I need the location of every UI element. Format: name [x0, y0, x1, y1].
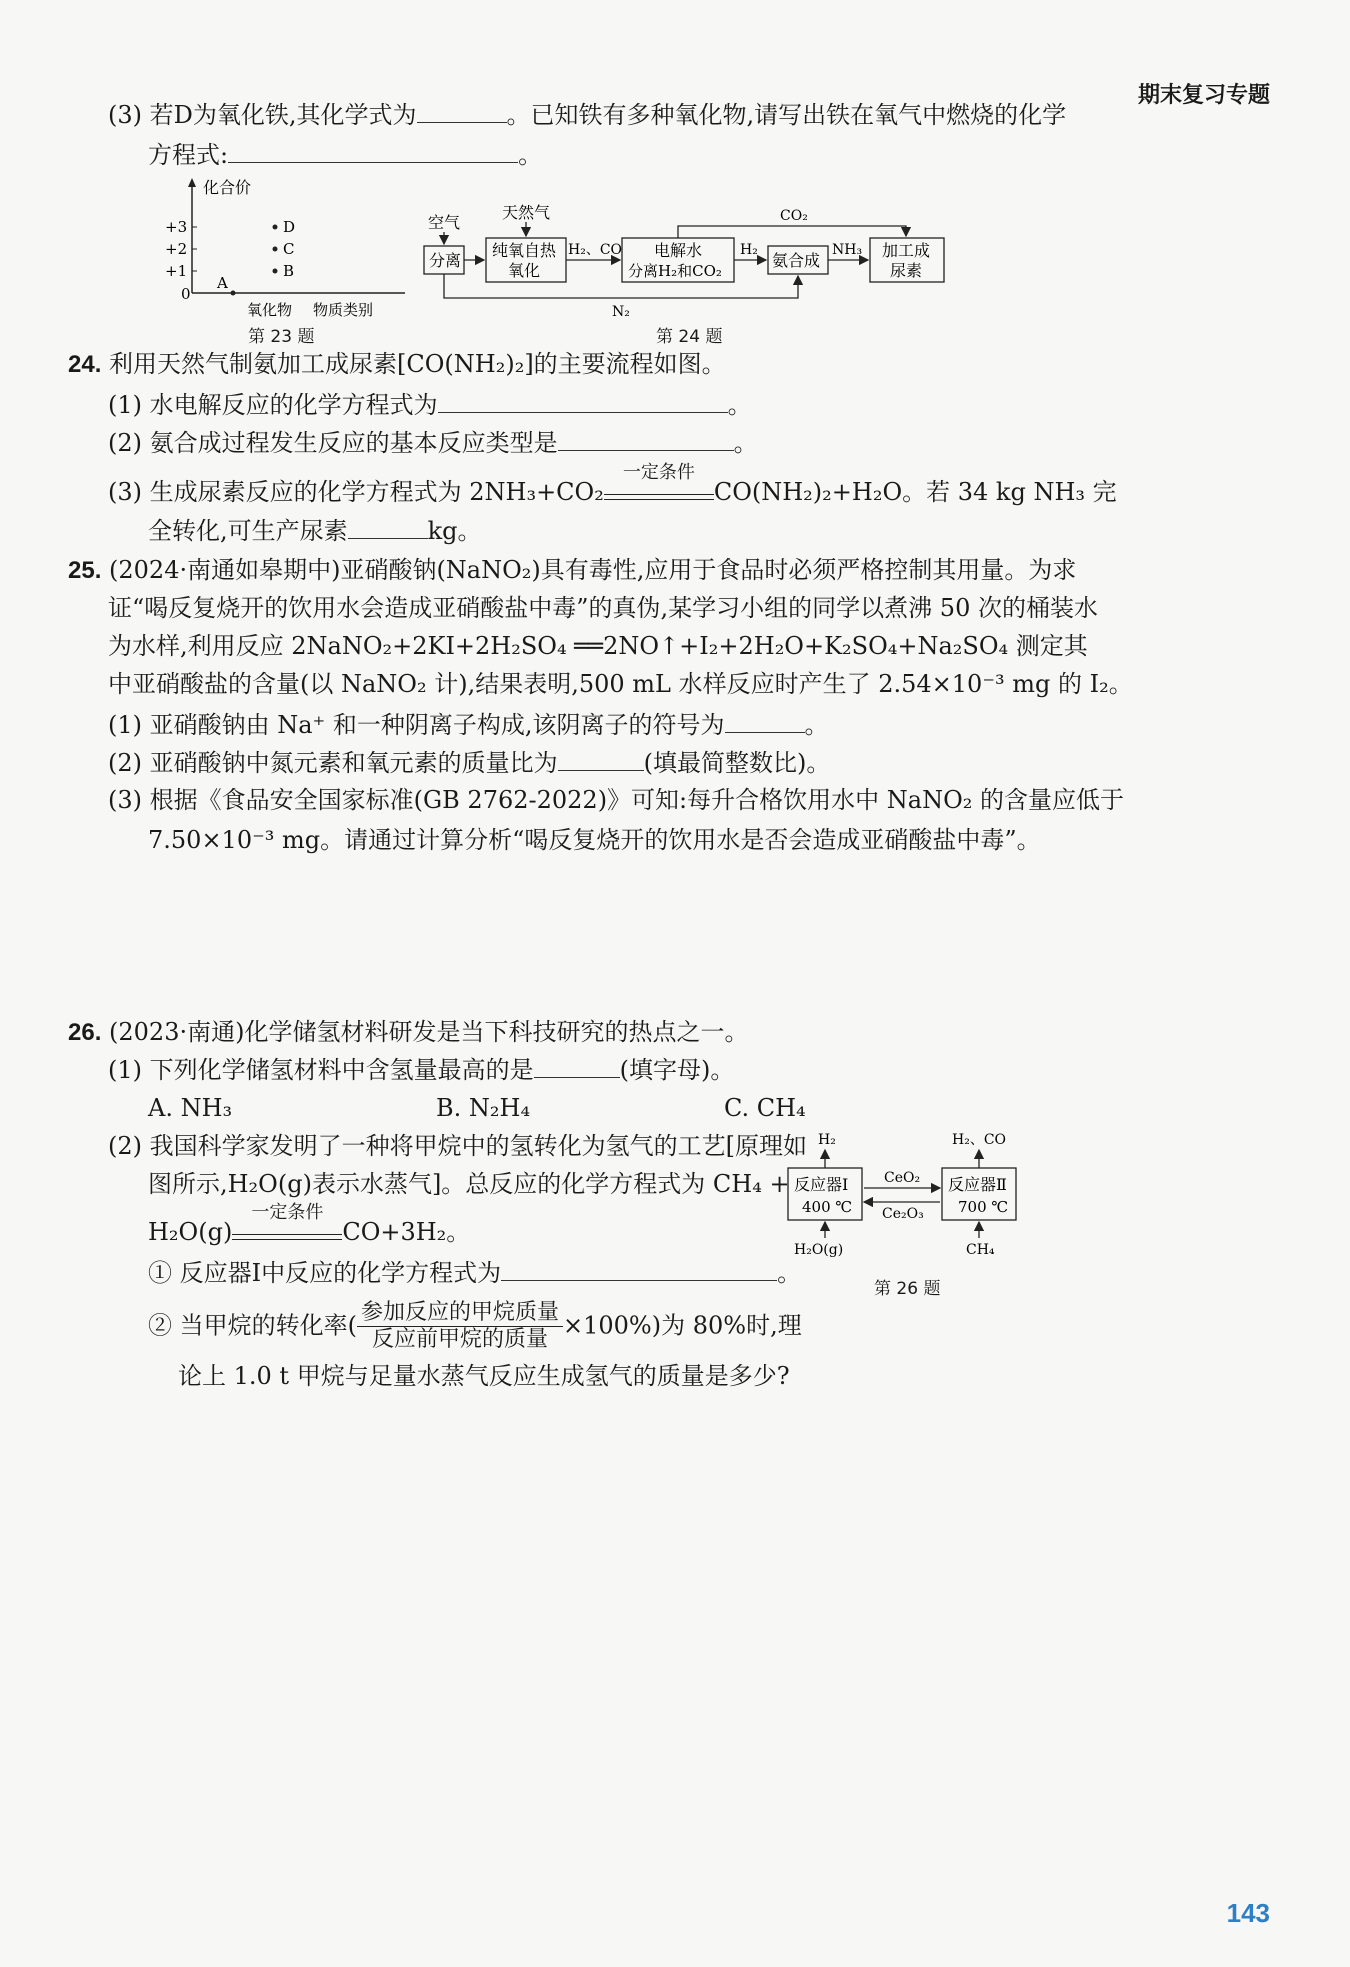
q25-part3-line1: (3) 根据《食品安全国家标准(GB 2762-2022)》可知:每升合格饮用水中 NaNO₂ 的含量应低于 — [108, 786, 1125, 814]
label-h2: H₂ — [740, 242, 758, 258]
x-label-oxide: 氧化物 — [247, 301, 293, 319]
q26-part1 — [108, 1055, 734, 1085]
answer-blank[interactable] — [348, 516, 428, 539]
point-label: C — [283, 240, 295, 258]
figure-26-caption: 第 26 题 — [874, 1279, 941, 1299]
q25-answer-space[interactable] — [108, 870, 1258, 1010]
figure-23-valence-chart — [165, 175, 425, 345]
label-h2-co: H₂、CO — [952, 1132, 1007, 1148]
q26-sub1 — [148, 1258, 801, 1288]
point-b — [273, 269, 278, 274]
q26-part2-line2: 图所示,H₂O(g)表示水蒸气]。总反应的化学方程式为 CH₄ + — [148, 1170, 790, 1198]
label-co2: CO₂ — [780, 208, 808, 224]
q23-part3-line1 — [108, 100, 1066, 130]
q24-part3-line2 — [148, 516, 482, 546]
q26-text: (填字母)。 — [619, 1056, 735, 1084]
q23-text: 。已知铁有多种氧化物,请写出铁在氧气中燃烧的化学 — [506, 101, 1067, 129]
box-label: 尿素 — [890, 261, 923, 280]
q25-text: (填最简整数比)。 — [643, 749, 831, 777]
point-label: B — [283, 262, 295, 280]
q25-text: (1) 亚硝酸钠由 Na⁺ 和一种阴离子构成,该阴离子的符号为 — [108, 711, 725, 739]
answer-blank[interactable] — [558, 428, 734, 451]
figure-24-flowchart — [420, 200, 960, 325]
q23-text: (3) 若D为氧化铁,其化学式为 — [108, 101, 417, 129]
q24-text: (3) 生成尿素反应的化学方程式为 2NH₃+CO₂ — [108, 478, 604, 506]
answer-blank[interactable] — [725, 710, 805, 733]
question-stem: (2023·南通)化学储氢材料研发是当下科技研究的热点之一。 — [109, 1018, 749, 1046]
figure-24-caption: 第 24 题 — [656, 327, 723, 347]
reaction-condition — [604, 462, 714, 500]
label-ceo2: CeO₂ — [884, 1170, 921, 1186]
question-number: 24. — [68, 351, 102, 378]
box-label: 加工成 — [882, 241, 931, 260]
y-axis-arrow — [188, 178, 196, 187]
q24-text: (1) 水电解反应的化学方程式为 — [108, 391, 438, 419]
box-label: 分离H₂和CO₂ — [628, 262, 722, 280]
figure-26-reactor-diagram — [780, 1126, 1040, 1276]
reactor-2-temp: 700 ℃ — [958, 1198, 1009, 1216]
y-tick: 0 — [181, 285, 191, 303]
q24-part3-line1 — [108, 462, 1117, 507]
q25-line1 — [68, 556, 1076, 586]
label-h2-co: H₂、CO — [568, 242, 623, 258]
q25-line4: 中亚硝酸盐的含量(以 NaNO₂ 计),结果表明,500 mL 水样反应时产生了 2.54×10⁻³ mg 的 I₂。 — [108, 670, 1133, 698]
q26-sub2-line1 — [148, 1300, 802, 1354]
label-h2: H₂ — [818, 1132, 836, 1148]
label-air: 空气 — [428, 213, 461, 232]
question-stem: (2024·南通如皋期中)亚硝酸钠(NaNO₂)具有毒性,应用于食品时必须严格控制其用量。为求 — [109, 556, 1077, 584]
label-ch4: CH₄ — [966, 1242, 995, 1258]
q25-text: (2) 亚硝酸钠中氮元素和氧元素的质量比为 — [108, 749, 558, 777]
q23-part3-line2 — [148, 140, 542, 170]
label-n2: N₂ — [612, 304, 630, 320]
q25-part1 — [108, 710, 829, 740]
q25-text: 。 — [804, 711, 829, 739]
reactor-1-label: 反应器Ⅰ — [794, 1175, 849, 1194]
label-water-vapor: H₂O(g) — [794, 1242, 844, 1258]
q26-sub2-line2: 论上 1.0 t 甲烷与足量水蒸气反应生成氢气的质量是多少? — [178, 1362, 790, 1390]
figure-23-caption: 第 23 题 — [248, 327, 315, 347]
condition-text: 一定条件 — [251, 1202, 324, 1223]
q26-text: (1) 下列化学储氢材料中含氢量最高的是 — [108, 1056, 534, 1084]
q25-line2: 证“喝反复烧开的饮用水会造成亚硝酸盐中毒”的真伪,某学习小组的同学以煮沸 50 次的桶装水 — [108, 594, 1098, 622]
q26-text: ① 反应器Ⅰ中反应的化学方程式为 — [148, 1259, 502, 1287]
answer-blank[interactable] — [438, 390, 728, 413]
q26-text: ② 当甲烷的转化率( — [148, 1311, 357, 1340]
q24-text: 。 — [727, 391, 752, 419]
answer-blank[interactable] — [417, 100, 507, 123]
answer-blank[interactable] — [501, 1258, 777, 1281]
answer-blank[interactable] — [228, 140, 518, 163]
section-header: 期末复习专题 — [1137, 83, 1270, 108]
conversion-fraction — [357, 1300, 563, 1354]
q26-text: 。 — [777, 1259, 802, 1287]
point-d — [273, 225, 278, 230]
q24-text: CO(NH₂)₂+H₂O。若 34 kg NH₃ 完 — [713, 478, 1117, 506]
box-label: 氧化 — [508, 261, 541, 280]
q24-text: 全转化,可生产尿素 — [148, 517, 348, 545]
point-label: D — [283, 218, 296, 236]
q26-option-a: A. NH₃ — [148, 1094, 233, 1122]
y-tick: +3 — [165, 218, 188, 236]
question-number: 25. — [68, 557, 102, 584]
q25-part2 — [108, 748, 830, 778]
co2-line — [678, 226, 906, 238]
q23-text: 。 — [518, 141, 543, 169]
reaction-condition — [232, 1202, 342, 1240]
n2-line — [444, 274, 798, 298]
q26-option-b: B. N₂H₄ — [436, 1094, 531, 1122]
reactor-2-label: 反应器Ⅱ — [948, 1175, 1007, 1194]
q24-text: 。 — [733, 429, 758, 457]
answer-blank[interactable] — [558, 748, 644, 771]
label-nh3: NH₃ — [832, 242, 863, 258]
question-stem: 利用天然气制氨加工成尿素[CO(NH₂)₂]的主要流程如图。 — [109, 350, 726, 378]
x-axis-label: 物质类别 — [313, 301, 374, 319]
q24-part2 — [108, 428, 758, 458]
q24-text: kg。 — [427, 517, 482, 545]
q26-option-c: C. CH₄ — [724, 1094, 806, 1122]
y-tick: +1 — [165, 262, 188, 280]
box-label: 氨合成 — [772, 251, 821, 270]
question-number: 26. — [68, 1019, 102, 1046]
point-label: A — [217, 274, 228, 292]
label-ce2o3: Ce₂O₃ — [882, 1206, 924, 1222]
q26-part2-line1: (2) 我国科学家发明了一种将甲烷中的氢转化为氢气的工艺[原理如 — [108, 1132, 807, 1160]
q24-stem — [68, 350, 726, 380]
answer-blank[interactable] — [534, 1055, 620, 1078]
q24-text: (2) 氨合成过程发生反应的基本反应类型是 — [108, 429, 558, 457]
q24-part1 — [108, 390, 752, 420]
y-tick: +2 — [165, 240, 188, 258]
point-c — [273, 247, 278, 252]
q25-line3: 为水样,利用反应 2NaNO₂+2KI+2H₂SO₄ ══2NO↑+I₂+2H₂O+K₂SO₄+Na₂SO₄ 测定其 — [108, 632, 1088, 660]
label-natural-gas: 天然气 — [502, 203, 551, 222]
condition-text: 一定条件 — [622, 462, 695, 483]
q26-text: CO+3H₂。 — [342, 1218, 471, 1246]
fraction-numerator: 参加反应的甲烷质量 — [357, 1300, 563, 1327]
fraction-denominator: 反应前甲烷的质量 — [372, 1327, 549, 1353]
reactor-1-temp: 400 ℃ — [802, 1198, 853, 1216]
q26-part2-line3 — [148, 1202, 471, 1247]
q23-text: 方程式: — [148, 141, 229, 169]
q26-text: ×100%)为 80%时,理 — [563, 1311, 802, 1340]
point-a — [231, 291, 236, 296]
box-label: 分离 — [429, 251, 462, 270]
q26-text: H₂O(g) — [148, 1218, 233, 1246]
page-number: 143 — [1226, 1898, 1270, 1928]
q26-answer-space[interactable] — [148, 1400, 1248, 1860]
box-label: 纯氧自热 — [492, 241, 557, 260]
q25-part3-line2: 7.50×10⁻³ mg。请通过计算分析“喝反复烧开的饮用水是否会造成亚硝酸盐中毒”。 — [148, 826, 1041, 854]
box-label: 电解水 — [654, 241, 703, 260]
q26-stem — [68, 1018, 748, 1048]
y-axis-label: 化合价 — [203, 178, 252, 197]
